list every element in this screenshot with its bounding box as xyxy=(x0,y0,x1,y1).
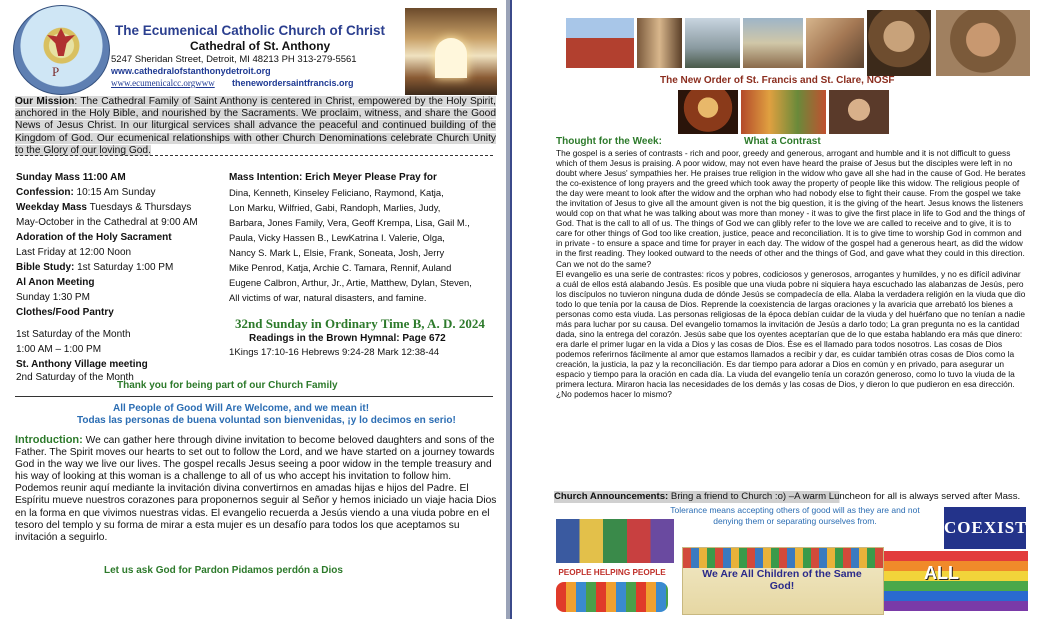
thought-for-the-week xyxy=(556,148,1026,399)
intention-line: Lon Marku, Wilfried, Gabi, Randoph, Marlies, Judy, xyxy=(229,202,441,213)
prayer-intentions xyxy=(229,170,497,305)
website-link-saint-francis[interactable]: thenewordersaintfrancis.org xyxy=(232,78,354,88)
thank-you-note: Thank you for being part of our Church Family xyxy=(117,380,338,391)
we-are-all-children-text: We Are All Children of the Same God! xyxy=(702,568,862,592)
friar-photo xyxy=(806,18,864,68)
saint-statue-photo xyxy=(637,18,682,68)
community-meal-image xyxy=(741,90,826,134)
thought-label: Thought for the Week: xyxy=(556,136,662,147)
announcements-label: Church Announcements: xyxy=(554,491,669,502)
welcome-english: All People of Good Will Are Welcome, and we mean it! xyxy=(113,403,370,414)
intention-line: Dina, Kenneth, Kinseley Feliciano, Raymond, Katja, xyxy=(229,187,444,198)
thought-english: The gospel is a series of contrasts - rich and poor, greedy and generous, arrogant and humble and it is not difficult to guess which of them Jesus is praising. A poor widow, may not even have heard the praise of Jesus but the disciples were left in no doubt where Jesus' sympathies her. He praises true religion in the widow who gave all she had in the cause of God. He berates the co-existence of long prayers and the greed which took away the property of people like this widow. The religious people of the day were meant to look after the widow and the orphan who had nobody else to fight their cause. From the gospel we take the invitation of Jesus to give all the amount given is not the big question, it is the giving of the heart. Jesus knows the listeners would cop on that what he was talking about was more than money - it was to give the first place in life to God and the things of God. That is the call to all of us. The things of God we can glibly refer to the love we are called to receive and to give, it is to care for other things of God too like creation, justice, peace and reconciliation. It is to give time to worship God in common and in private - to ensure a space and time for prayer in each day. The widow of the gospel had a generous heart, as did the widow in the first reading. They looked outward to the needs of other and the things of God, and gave what they could in this direction. Can we not do the same? xyxy=(556,148,1026,269)
schedule-item: St. Anthony Village meeting xyxy=(16,359,148,370)
website-link-ecumenical[interactable]: www.ecumenicalcc.orgwww xyxy=(111,78,215,88)
introduction xyxy=(15,434,498,544)
order-title: The New Order of St. Francis and St. Clare, NOSF xyxy=(660,75,895,86)
section-separator xyxy=(15,396,493,397)
people-photo xyxy=(743,18,803,68)
intention-line: Nancy S. Mark L, Elsie, Frank, Soneata, Josh, Jerry xyxy=(229,247,445,258)
people-helping-people-image xyxy=(556,582,668,612)
seal-letter: P xyxy=(52,64,60,79)
saint-clare-icon-image xyxy=(867,10,931,76)
eagle-icon xyxy=(47,28,75,56)
schedule-item xyxy=(16,320,226,327)
readings-list: 1Kings 17:10-16 Hebrews 9:24-28 Mark 12:38-44 xyxy=(229,347,440,358)
introduction-english: We can gather here through divine invitation to become beloved daughters and sons of the Father. The Spirit moves our hearts to set out to follow the Lord, and we have started on a journey towards God in the way we live our lives. The gospel recalls Jesus seeing a poor widow in the temple treasury and his way of looking at this woman is a challenge to all of us who accept his invitation to follow him. xyxy=(15,435,495,483)
schedule-item: Adoration of the Holy Sacrament xyxy=(16,232,172,243)
cathedral-interior-photo xyxy=(405,8,497,95)
coexist-logo: COEXIST xyxy=(944,507,1026,549)
introduction-label: Introduction: xyxy=(15,434,83,446)
church-seal-logo xyxy=(13,5,110,95)
thought-spanish: El evangelio es una serie de contrastes: ricos y pobres, codiciosos y generosos, arrogantes y humildes, y no es difícil adivinar a cuál de ellos está alabando Jesús. Es posible que una viuda pobre ni siquiera haya escuchado las alabanzas de Jesús, pero los discípulos no tuvieron ninguna duda de dónde Jesús se compadecía de ella. Alaba la verdadera religión en la viuda que dio todo lo que tenía por la causa de Dios. Reprende la coexistencia de largas oraciones y la avaricia que arrebató los bienes a personas como esta viuda. Las personas religiosas de la época debían cuidar de la viuda y del huérfano que no tenían a nadie más para luchar por su causa. Del evangelio tomamos la invitación de Jesús a darlo todo; La gran pregunta no es la cantidad dada, sino la entrega del corazón. Jesús sabe que los oyentes aceptarían que de lo que estaba hablando era más que dinero: era darle el primer lugar en la vida a Dios y las cosas de Dios. Ése es el llamado para todos nosotros. Las cosas de Dios podemos referirnos fácilmente al amor que estamos llamados a recibir y dar, es cuidar también otras cosas de Dios como la creación, la justicia, la paz y la reconciliación. Es dar tiempo para adorar a Dios en común y en privado, para asegurar un espacio y tiempo para la oración en cada día. La viuda del evangelio tenía un corazón generoso, como lo tuvo la viuda de la primera lectura. Miraron hacia las necesidades de los demás y las cosas de Dios, y dieron lo que pudieron en esa dirección. ¿No podemos hacer lo mismo? xyxy=(556,268,1026,400)
liturgical-sunday: 32nd Sunday in Ordinary Time B, A. D. 2024 xyxy=(235,316,485,331)
schedule-item: Last Friday at 12:00 Noon xyxy=(16,247,132,258)
schedule-item: May-October in the Cathedral at 9:00 AM xyxy=(16,217,198,228)
schedule-item: 1st Saturday of the Month xyxy=(16,329,131,340)
welcome-spanish: Todas las personas de buena voluntad son bienvenidas, ¡y lo decimos en serio! xyxy=(77,415,456,426)
saint-francis-portrait-image xyxy=(829,90,889,134)
dashed-separator xyxy=(15,155,493,156)
intention-line: All victims of war, natural disasters, and famine. xyxy=(229,292,427,303)
schedule-item: Clothes/Food Pantry xyxy=(16,307,114,318)
church-title: The Ecumenical Catholic Church of Christ xyxy=(115,23,386,38)
intentions-heading: Mass Intention: Erich Meyer Please Pray for xyxy=(229,172,437,183)
rainbow-all-image xyxy=(884,551,1028,611)
people-helping-people-banner: PEOPLE HELPING PEOPLE xyxy=(558,568,666,577)
schedule-item: Weekday Mass Tuesdays & Thursdays xyxy=(16,202,192,213)
church-address: 5247 Sheridan Street, Detroit, MI 48213 PH 313-279-5561 xyxy=(111,54,357,65)
church-announcements xyxy=(554,491,1030,503)
monastery-photo xyxy=(685,18,740,68)
mission-statement xyxy=(15,96,496,157)
mission-text: : The Cathedral Family of Saint Anthony is centered in Christ, empowered by the Holy Spirit, anchored in the Holy Bible, and nourished by the Sacraments. We proclaim, witness, and share the Good News of Jesus Christ. In our liturgical services shall advance the peaceful and continued building of the Kingdom of God. Our ecumenical relationships with other Church Denominations celebrate Church Unity to the Glory of our loving God. xyxy=(15,96,496,156)
mission-label: Our Mission xyxy=(15,96,75,107)
intention-line: Mike Penrod, Katja, Archie C. Tamara, Rennif, Auland xyxy=(229,262,452,273)
intention-line: Paula, Vicky Hassen B., LewKatrina I. Valerie, Olga, xyxy=(229,232,445,243)
schedule-item: 2nd Saturday of the Month xyxy=(16,372,134,383)
schedule-item: 1:00 AM – 1:00 PM xyxy=(16,344,102,355)
intention-line: Eugene Calbron, Arthur, Jr., Artie, Matthew, Dylan, Steven, xyxy=(229,277,472,288)
church-exterior-photo xyxy=(566,18,634,68)
schedule-item: Al Anon Meeting xyxy=(16,277,95,288)
schedule-item: Sunday Mass 11:00 AM xyxy=(16,172,126,183)
readings-title: Readings in the Brown Hymnal: Page 672 xyxy=(249,333,446,344)
cathedral-name: Cathedral of St. Anthony xyxy=(190,39,331,53)
pardon-line: Let us ask God for Pardon Pidamos perdón a Dios xyxy=(104,565,343,576)
schedule-list xyxy=(16,170,226,383)
thought-title: What a Contrast xyxy=(744,136,821,147)
saint-portrait-image xyxy=(678,90,738,134)
saint-francis-icon-image xyxy=(936,10,1030,76)
announcements-text: Bring a friend to Church :o) –A warm Luncheon for all is always served after Mass. xyxy=(668,491,1021,502)
rainbow-all-text: ALL xyxy=(924,563,959,583)
website-link-cathedral[interactable]: www.cathedralofstanthonydetroit.org xyxy=(111,66,271,76)
tolerance-quote: Tolerance means accepting others of good will as they are and not denying them or separating ourselves from. xyxy=(670,505,920,526)
introduction-spanish: Podemos reunir aquí mediante la invitación divina convertirnos en amadas hijas e hijos del Padre. El Espíritu mueve nuestros corazones para proponernos seguir al Señor y hemos iniciado un viaje hacia Dios en la forma en que vivimos nuestras vidas. El evangelio recuerda a Jesús viendo a una viuda pobre en el tesoro del templo y su forma de mirar a esta mujer es un desafío para todos los que aceptamos su invitación a seguirlo. xyxy=(15,483,497,543)
schedule-item: Confession: 10:15 Am Sunday xyxy=(16,187,156,198)
schedule-item: Bible Study: 1st Saturday 1:00 PM xyxy=(16,262,174,273)
intention-line: Barbara, Jones Family, Vera, Geoff Krempa, Lisa, Gail M., xyxy=(229,217,470,228)
schedule-item: Sunday 1:30 PM xyxy=(16,292,90,303)
interfaith-symbols-image xyxy=(556,519,674,563)
